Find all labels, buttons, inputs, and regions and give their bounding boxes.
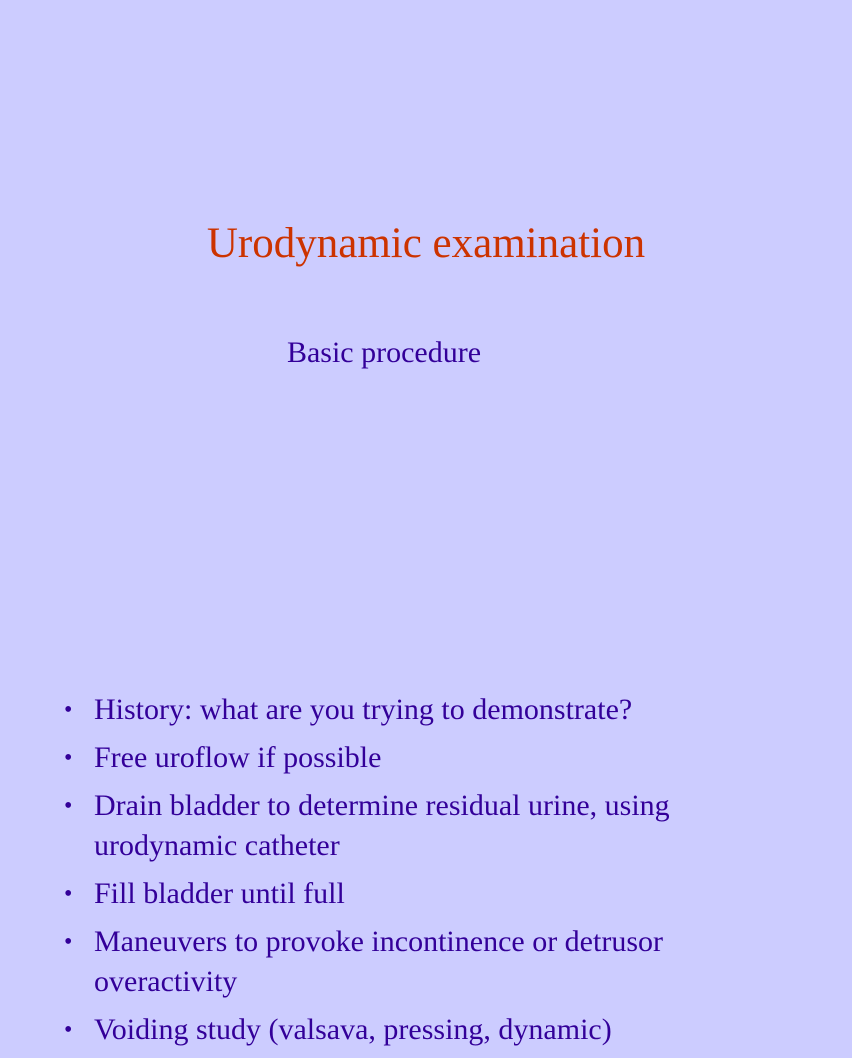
bullet-item [60, 1010, 750, 1050]
bullet-item [60, 690, 750, 730]
bullet-item [60, 738, 750, 778]
bullet-icon: • [64, 881, 73, 907]
bullet-icon: • [64, 697, 73, 723]
slide-title: Urodynamic examination [206, 220, 646, 267]
bullet-icon: • [64, 793, 73, 819]
bullet-icon: • [64, 745, 73, 771]
bullet-item [60, 786, 750, 866]
bullet-list [60, 690, 750, 1058]
bullet-item [60, 922, 750, 1002]
bullet-text: Free uroflow if possible [94, 741, 382, 774]
bullet-text: Voiding study (valsava, pressing, dynamic) [94, 1013, 612, 1046]
slide-subtitle: Basic procedure [286, 336, 482, 369]
bullet-item [60, 874, 750, 914]
bullet-icon: • [64, 1017, 73, 1043]
bullet-text: History: what are you trying to demonstrate? [94, 693, 633, 726]
bullet-text: Fill bladder until full [94, 877, 345, 910]
bullet-text: Maneuvers to provoke incontinence or detrusor overactivity [94, 925, 663, 998]
bullet-icon: • [64, 929, 73, 955]
bullet-text: Drain bladder to determine residual urine, using urodynamic catheter [94, 789, 670, 862]
